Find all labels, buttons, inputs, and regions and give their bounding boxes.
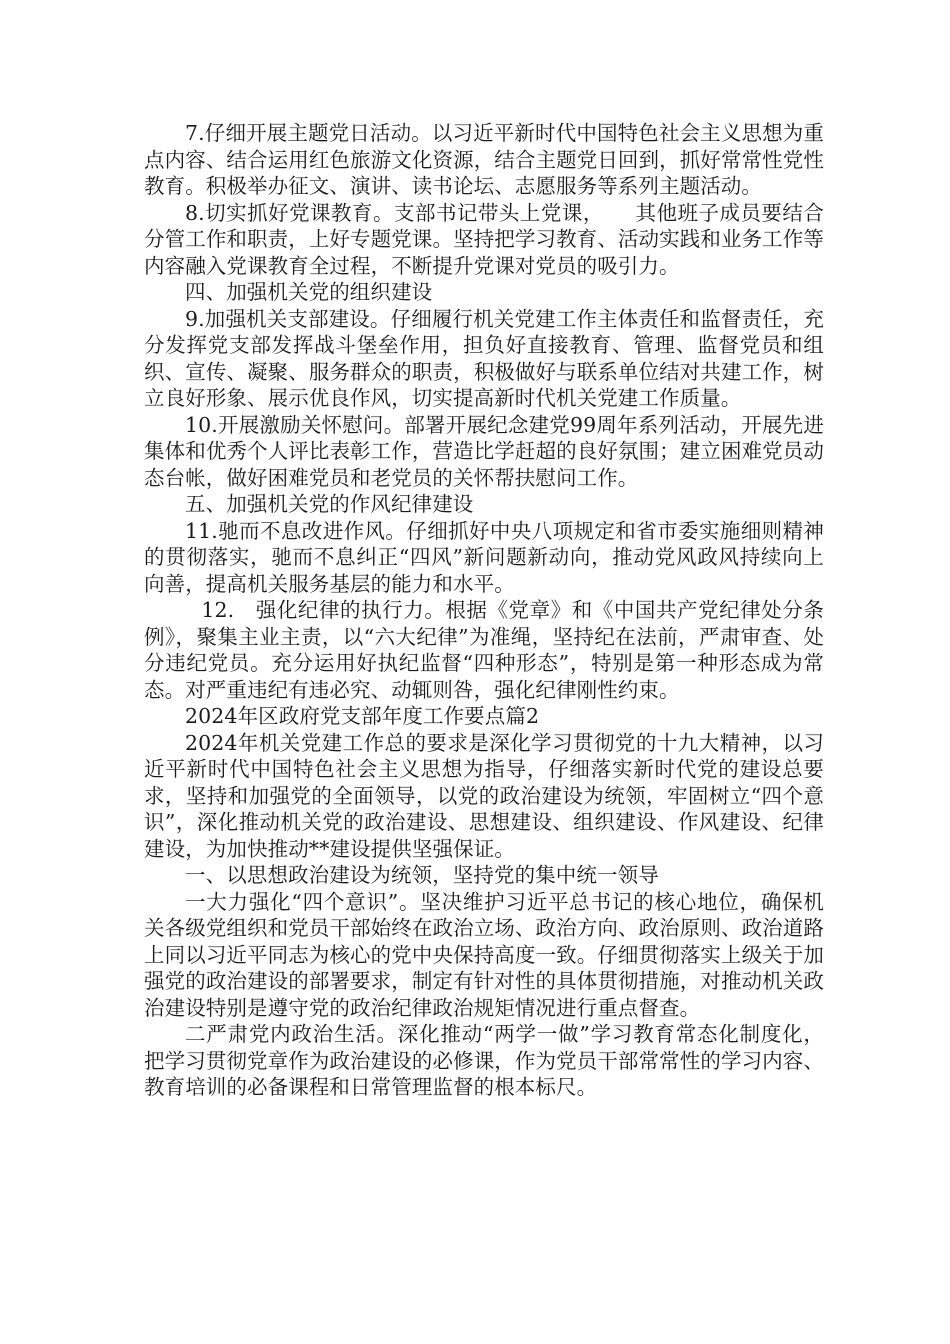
paragraph-item-8: 8.切实抓好党课教育。支部书记带头上党课， 其他班子成员要结合分管工作和职责，上好专题党课。坚持把学习教育、活动实践和业务工作等内容融入党课教育全过程，不断提升党课对党员的吸引力。: [144, 200, 824, 278]
paragraph-item-7: 7.仔细开展主题党日活动。以习近平新时代中国特色社会主义思想为重点内容、结合运用红色旅游文化资源，结合主题党日回到，抓好常常性党性教育。积极举办征文、演讲、读书论坛、志愿服务等系列主题活动。: [144, 121, 824, 198]
paragraph-subitem-2: 二严肃党内政治生活。深化推动“两学一做”学习教育常态化制度化，把学习贯彻党章作为政治建设的必修课，作为党员干部常常性的学习内容、教育培训的必备课程和日常管理监督的根本标尺。: [144, 1022, 824, 1099]
paragraph-item-11: 11.驰而不息改进作风。仔细抓好中央八项规定和省市委实施细则精神的贯彻落实，驰而不息纠正“四风”新问题新动向，推动党风政风持续向上向善，提高机关服务基层的能力和水平。: [144, 518, 824, 596]
section-heading-1: 一、以思想政治建设为统领，坚持党的集中统一领导: [185, 863, 659, 887]
section-heading-4: 四、加强机关党的组织建设: [185, 280, 433, 304]
article-title-part-2: 2024年区政府党支部年度工作要点篇2: [185, 704, 540, 728]
section-heading-5: 五、加强机关党的作风纪律建设: [185, 492, 474, 516]
paragraph-item-12: 12. 强化纪律的执行力。根据《党章》和《中国共产党纪律处分条例》，聚集主业主责，以“六大纪律”为准绳，坚持纪在法前，严肃审查、处分违纪党员。充分运用好执纪监督“四种形态”，特别是第一种形态成为常态。对严重违纪有违必究、动辄则咎，强化纪律刚性约束。: [144, 598, 824, 702]
paragraph-intro: 2024年机关党建工作总的要求是深化学习贯彻党的十九大精神，以习近平新时代中国特色社会主义思想为指导，仔细落实新时代党的建设总要求，坚持和加强党的全面领导，以党的政治建设为统领，牢固树立“四个意识”，深化推动机关党的政治建设、思想建设、组织建设、作风建设、纪律建设，为加快推动**建设提供坚强保证。: [144, 730, 824, 861]
paragraph-item-9: 9.加强机关支部建设。仔细履行机关党建工作主体责任和监督责任，充分发挥党支部发挥战斗堡垒作用，担负好直接教育、管理、监督党员和组织、宣传、凝聚、服务群众的职责，积极做好与联系单位结对共建工作，树立良好形象、展示优良作风，切实提高新时代机关党建工作质量。: [144, 306, 824, 410]
document-page: [144, 120, 824, 1101]
paragraph-subitem-1: 一大力强化“四个意识”。坚决维护习近平总书记的核心地位，确保机关各级党组织和党员干部始终在政治立场、政治方向、政治原则、政治道路上同以习近平同志为核心的党中央保持高度一致。仔细贯彻落实上级关于加强党的政治建设的部署要求，制定有针对性的具体贯彻措施，对推动机关政治建设特别是遵守党的政治纪律政治规矩情况进行重点督查。: [144, 889, 824, 1020]
paragraph-item-10: 10.开展激励关怀慰问。部署开展纪念建党99周年系列活动，开展先进集体和优秀个人评比表彰工作，营造比学赶超的良好氛围；建立困难党员动态台帐，做好困难党员和老党员的关怀帮扶慰问工作。: [144, 412, 824, 490]
